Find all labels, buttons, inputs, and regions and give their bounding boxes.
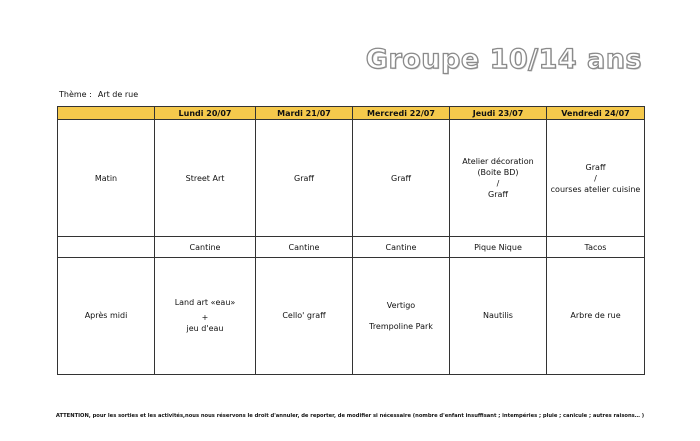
lunch-row [58,237,645,257]
day-header-wednesday: Mercredi 22/07 [353,107,450,120]
row-label-lunch [58,237,155,257]
header-corner-cell [58,107,155,120]
header-row [58,107,645,120]
afternoon-cell-thursday [450,257,547,374]
activity-text: Graff [294,173,314,183]
activity-text: Graff [585,162,606,172]
activity-separator: + [201,313,209,323]
activity-text: (Boite BD) [477,168,519,178]
theme-label: Thème : [59,90,92,99]
activity-text: Street Art [185,173,225,183]
activity-text: Graff [391,173,411,183]
activity-separator: / [496,179,500,189]
activity-text: Arbre de rue [570,311,621,321]
lunch-cell-wednesday: Cantine [353,237,450,257]
lunch-cell-tuesday: Cantine [256,237,353,257]
activity-text: Trempoline Park [369,321,433,331]
activity-text: Vertigo [386,300,416,310]
schedule-table [57,106,645,375]
morning-cell-tuesday [256,120,353,237]
afternoon-cell-monday [155,257,256,374]
day-header-tuesday: Mardi 21/07 [256,107,353,120]
afternoon-cell-tuesday [256,257,353,374]
activity-text: Graff [488,190,508,200]
theme-value: Art de rue [97,90,139,99]
activity-text: Nautilis [483,311,513,321]
activity-text: jeu d'eau [186,324,224,334]
day-header-thursday: Jeudi 23/07 [450,107,547,120]
activity-text: Land art «eau» [174,298,236,308]
page-title: Groupe 10/14 ans [365,44,642,75]
day-header-monday: Lundi 20/07 [155,107,256,120]
row-label-afternoon: Après midi [58,257,155,374]
activity-separator: / [594,173,597,183]
afternoon-cell-friday [547,257,645,374]
lunch-cell-thursday: Pique Nique [450,237,547,257]
afternoon-cell-wednesday [353,257,450,374]
footer-notice: ATTENTION, pour les sorties et les activités,nous nous réservons le droit d'annuler, de reporter, de modifier si nécessaire (nombre d'enfant insuffisant ; intempéries ; pluie ; canicule ; autres raisons… ) [55,413,645,419]
morning-row [58,120,645,237]
lunch-cell-friday: Tacos [547,237,645,257]
theme-line [59,90,138,99]
row-label-morning: Matin [58,120,155,237]
morning-cell-monday [155,120,256,237]
afternoon-row [58,257,645,374]
activity-text: courses atelier cuisine [550,184,641,194]
activity-text: Cello' graff [282,311,326,321]
day-header-friday: Vendredi 24/07 [547,107,645,120]
morning-cell-friday [547,120,645,237]
lunch-cell-monday: Cantine [155,237,256,257]
morning-cell-wednesday [353,120,450,237]
activity-text: Atelier décoration [462,157,534,167]
morning-cell-thursday [450,120,547,237]
